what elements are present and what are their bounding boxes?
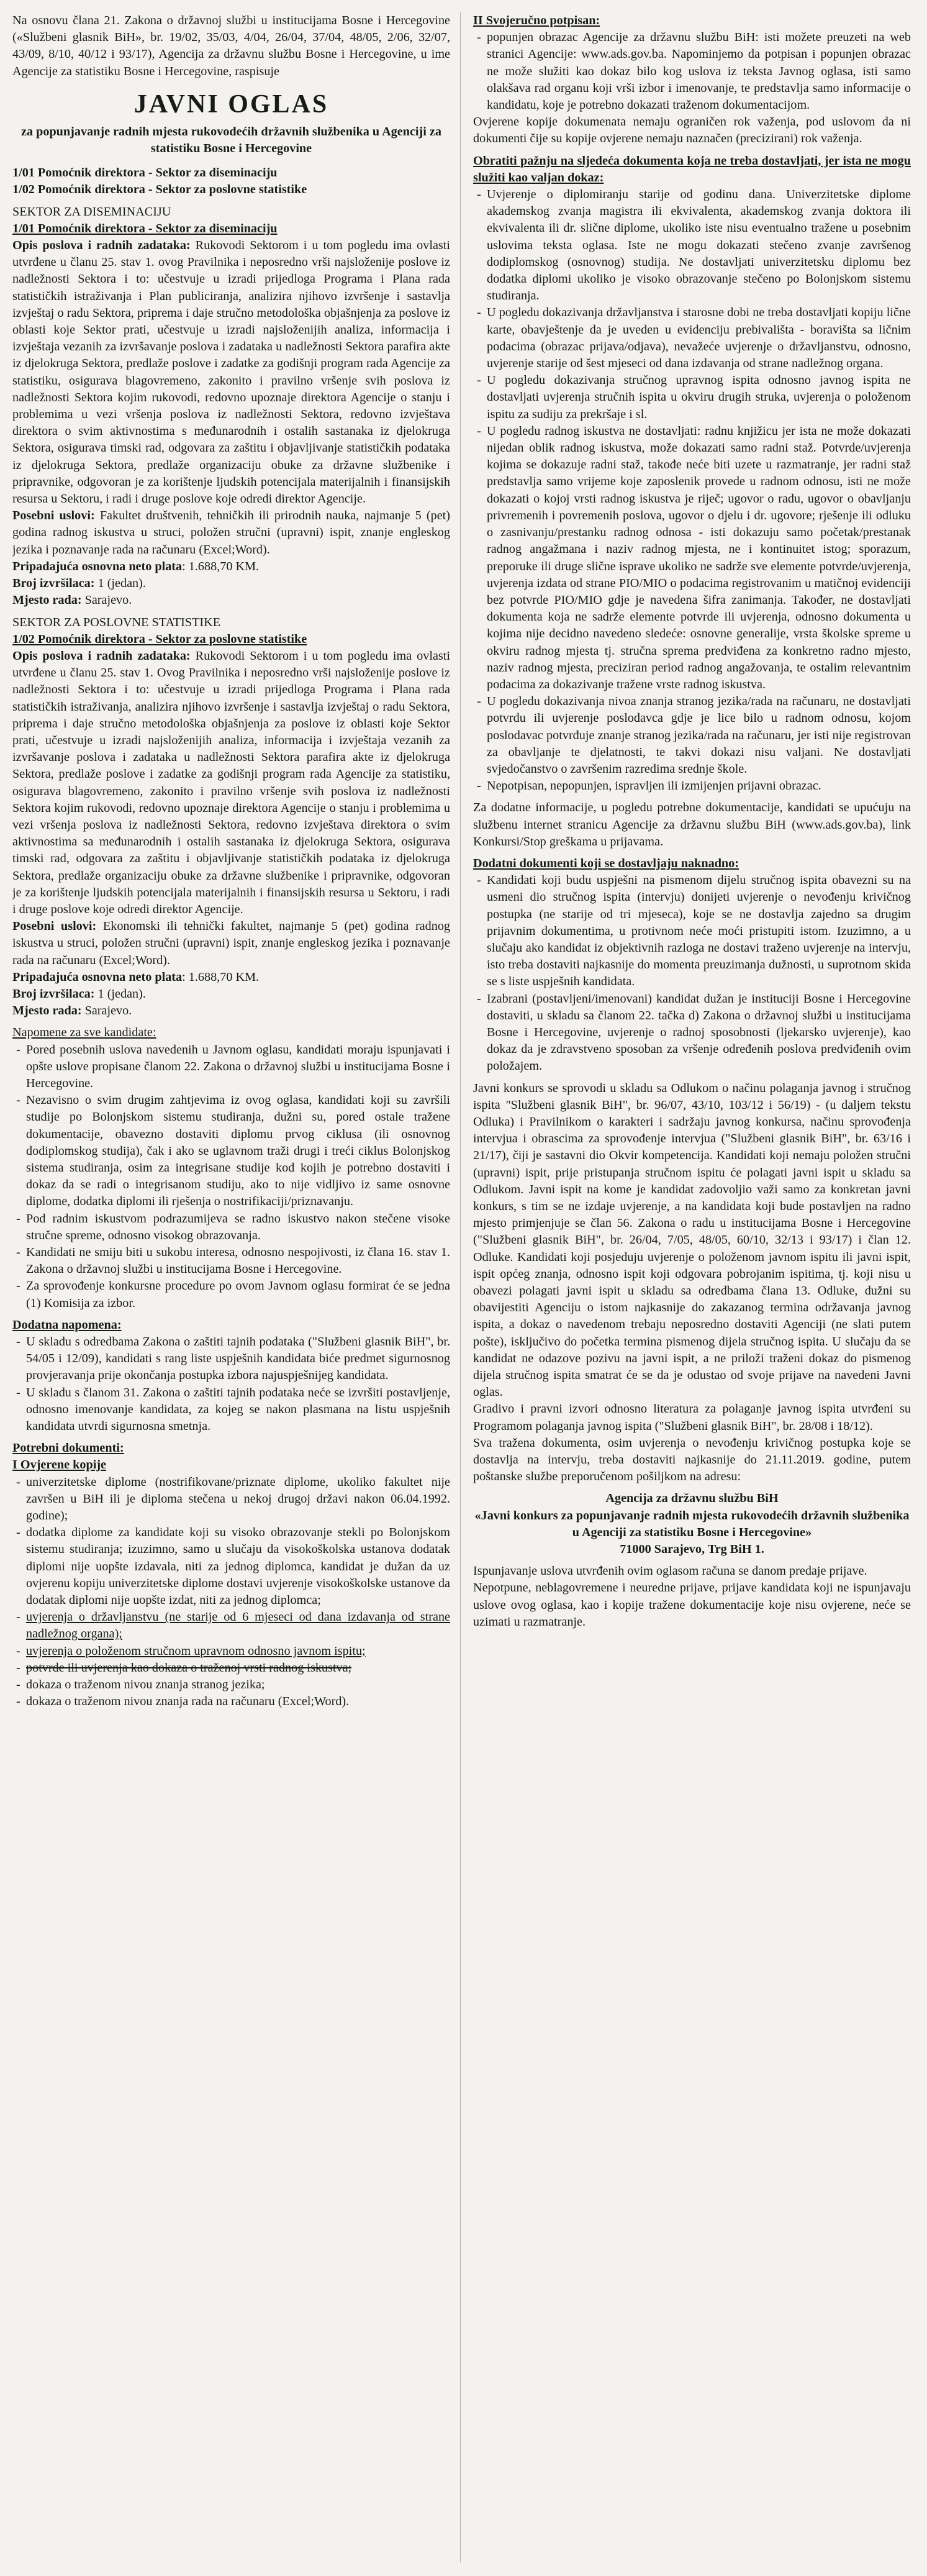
section-title: SEKTOR ZA DISEMINACIJU <box>12 204 171 219</box>
obratiti-paznju-list <box>473 186 911 794</box>
position-2-heading: 1/02 Pomoćnik direktora - Sektor za poslovne statistike <box>12 183 307 197</box>
broj-value: 1 (jedan). <box>97 576 146 591</box>
napomene-block <box>12 1024 450 1311</box>
uslovi-text: Fakultet društvenih, tehničkih ili prirodnih nauka, najmanje 5 (pet) godina radnog iskustva u struci, položen stručni (upravni) ispit, znanje engleskog jezika i poznavanje rada na računaru (Excel;Word). <box>12 509 450 557</box>
javni-konkurs-paragraph: Javni konkurs se sprovodi u skladu sa Odlukom o načinu polaganja javnog i stručnog ispita "Službeni glasnik BiH", br. 96/07, 43/10, 103/12 i 56/19) - (u daljem tekstu Odluka) i Pravilnikom o karakteri i sadržaju javnog konkursa, načinu sprovođenja intervjua i obrascima za sprovođenje intervjua ("Službeni glasnik BiH", br. 63/16 i 21/17), čiji je sastavni dio Okvir kompetencija. Kandidati koji nemaju položen stručni (upravni) ispit, prije pristupanja stručnom ispitu će polagati javni ispit u skladu sa Odlukom. Javni ispit na kome je kandidat zadovoljio važi samo za konkretan javni konkurs, s tim se ne izdaje uvjerenje, a na kandidata koji bude postavljen na radno mjesto primjenjuje se član 56. Zakona o radu u institucijama Bosne i Hercegovine ("Službeni glasnik BiH", br. 26/04, 7/05, 48/05, 60/10, 32/13 i 93/17) i član 12. Odluke. Kandidati koji posjeduju uvjerenje o položenom javnom ispitu ili javni ispit, ispit općeg znanja, odnosno ispit koji odgovara pobrojanim ispitima, tj. koji nisu u obavezi polagati javni ispit u skladu sa odredbama člana 13. Odluke, dužni su obavijestiti Agenciju o istom najkasnije do zakazanog termina održavanja javnog ispita, a dokaz o navedenom trebaju neposredno dostaviti Agenciji (ne slati putem pošte), isključivo do početka termina pismenog dijela stručnog ispita. U slučaju da se kandidat ne odazove pozivu na javni ispit, a ne priloži traženi dokaz do pismenog dijela stručnog ispita smatrat će se da je odustao od svoje prijave na navedeni Javni oglas. <box>473 1081 911 1400</box>
plata <box>12 558 450 575</box>
list-item: - U skladu s članom 31. Zakona o zaštiti tajnih podataka neće se izvršiti postavljenje, odnosno imenovanje kandidata, za kojeg se nakon plasmana na listu uspješnih kandidata utvrdi sigurnosna smetnja. <box>26 1385 450 1436</box>
opis-text: Rukovodi Sektorom i u tom pogledu ima ovlasti utvrđene u članu 25. stav 1. ovog Pravilnika i neposredno vrši najsloženije poslove iz nadležnosti Sektora i to: učestvuje u izradi prijedloga Programa i Plana rada statističkih istraživanja i Plan publiciranja, analizira njihovo izvršenje i sastavlja izvještaj o radu Sektora, priprema i daje stručno metodološka objašnjenja za poslove iz oblasti koje Sektor prati, učestvuje u izradi najsloženijih analiza, informacija i izvještaja vezanih za izvršavanje poslova i zadataka u nadležnosti Sektora parafira akte iz djelokruga Sektora, predlaže poslove i zadatke za godišnji program rada Agencije za statistiku, osigurava blagovremeno, zakonito i pravilno vršenje svih poslova iz nadležnosti Sektora kojim rukovodi, redovno upoznaje direktora Agencije o stanju i problemima u vezi vršenja poslova iz nadležnosti Sektora, redovno izvještava direktora o svim aktivnostima s međunarodnih i ostalih sastanaka iz djelokruga Sektora, osigurava timski rad, odgovara za zaštitu i objavljivanje statističkih podataka iz djelokruga Sektora, predlaže organizaciju obuke za državne službenike i pripravnike, odgovoran je za korištenje ljudskih potencijala materijalnih i finansijskih resursa u Sektoru, i radi i druge poslove koje odredi direktor Agencije. <box>12 239 450 506</box>
broj-izvrsilaca <box>12 986 450 1003</box>
plata-label: Pripadajuća osnovna neto plata <box>12 970 183 984</box>
opis-poslova <box>12 237 450 507</box>
uslovi-label: Posebni uslovi: <box>12 919 97 934</box>
posebni-uslovi <box>12 507 450 558</box>
list-item: - Pored posebnih uslova navedenih u Javnom oglasu, kandidati moraju ispunjavati i opšte uslove propisane članom 22. Zakona o državnoj službi u institucijama Bosne i Hercegovine. <box>26 1042 450 1093</box>
list-item: - Pod radnim iskustvom podrazumijeva se radno iskustvo nakon stečene visoke stručne spreme, odnosno visokog obrazovanja. <box>26 1211 450 1244</box>
mjesto-value: Sarajevo. <box>84 1004 132 1018</box>
dodatna-napomena-block <box>12 1317 450 1435</box>
mjesto-label: Mjesto rada: <box>12 593 82 608</box>
list-item: - U pogledu dokazivanja nivoa znanja stranog jezika/rada na računaru, ne dostavljati potvrdu ili uvjerenje poslodavca gdje je lice bilo u radnom odnosu, kojom poslodavac potvrđuje znanje stranog jezika/rada na računaru, jer isti nije registrovan za obavljanje te djelatnosti, te takvi dokazi nisu valjani. Ne dostavljati svjedočanstvo o završenim razredima srednje škole. <box>487 693 911 778</box>
page-subtitle: za popunjavanje radnih mjesta rukovodećih državnih službenika u Agenciji za statistiku Bosne i Hercegovine <box>21 124 441 156</box>
dodatna-napomena-list <box>12 1334 450 1435</box>
broj-izvrsilaca <box>12 575 450 592</box>
address-line-1: Agencija za državnu službu BiH <box>605 1491 779 1506</box>
napomene-list <box>12 1042 450 1312</box>
list-item: - U pogledu dokazivanja državljanstva i starosne dobi ne treba dostavljati kopiju lične karte, obavještenje da je uveden u evidenciju prebivališta - boravišta sa ličnim podacima (obrazac prijava/odjava), nevažeće uvjerenje o državljanstvu, odnosno, uvjerenje starije od šest mjeseci od dana izdavanja od strane nadležnog organa. <box>487 304 911 372</box>
mjesto-value: Sarajevo. <box>84 593 132 608</box>
list-item: - univerzitetske diplome (nostrifikovane/priznate diplome, ukoliko fakultet nije završen u BiH ili je diploma stečena u nekoj drugoj državi nakon 06.04.1992. godine); <box>26 1474 450 1525</box>
list-item: - Uvjerenje o diplomiranju starije od godinu dana. Univerzitetske diplome akademskog zvanja magistra ili ekvivalenta, akademskog zvanja doktora ili ekvivalenta ili dr. slične diplome, ukoliko iste nisu eventualno tražene u posebnim uslovima teksta oglasa. Iste ne mogu dokazati stečeno zvanje završenog dodiplomskog (osnovnog) studija. Ne dostavljati univerzitetsku diplomu bez dodatka diplomi ukoliko je visoko obrazovanje stečeno po Bolonjskom sistemu studiranja. <box>487 186 911 304</box>
opis-label: Opis poslova i radnih zadataka: <box>12 239 191 253</box>
opis-label: Opis poslova i radnih zadataka: <box>12 649 191 663</box>
svojerucno-list <box>473 29 911 114</box>
section-diseminacija <box>12 204 450 609</box>
list-item: - uvjerenja o državljanstvu (ne starije od 6 mjeseci od dana izdavanja od strane nadležnog organa); <box>26 1609 450 1642</box>
naknadno-title: Dodatni dokumenti koji se dostavljaju naknadno: <box>473 856 739 870</box>
list-item: - popunjen obrazac Agencije za državnu službu BiH: isti možete preuzeti na web stranici Agencije: www.ads.gov.ba. Napominjemo da potpisan i popunjen obrazac ne može služiti kao dokaz bilo kog uslova iz teksta Javnog oglasa, isti samo olakšava rad organu koji vrši izbor i imenovanje, te predstavlja samo informacije o kandidatu, koje je potrebno dokazati traženom dokumentacijom. <box>487 29 911 114</box>
opis-poslova <box>12 648 450 918</box>
section-title: SEKTOR ZA POSLOVNE STATISTIKE <box>12 615 221 629</box>
posebni-uslovi <box>12 918 450 969</box>
uslovi-label: Posebni uslovi: <box>12 509 95 523</box>
address-line-2: «Javni konkurs za popunjavanje radnih mjesta rukovodećih državnih službenika u Agenciji za statistiku Bosne i Hercegovine» <box>474 1508 910 1539</box>
column-divider <box>460 12 461 2562</box>
ovjerene-kopije-list <box>12 1474 450 1711</box>
ovjerene-kopije-title: I Ovjerene kopije <box>12 1458 107 1472</box>
list-item: - Kandidati ne smiju biti u sukobu interesa, odnosno nespojivosti, iz člana 16. stav 1. Zakona o državnoj službi u institucijama Bosne i Hercegovine. <box>26 1244 450 1278</box>
rok-paragraph: Sva tražena dokumenta, osim uvjerenja o nevođenju krivičnog postupka koje se dostavlja na intervju, treba dostaviti najkasnije do 21.11.2019. godine, putem poštanske službe preporučenom pošiljkom na adresu: <box>473 1436 911 1484</box>
mjesto-label: Mjesto rada: <box>12 1004 82 1018</box>
naknadno-list <box>473 872 911 1075</box>
left-column <box>12 12 450 2562</box>
mjesto-rada <box>12 1003 450 1019</box>
page-title: JAVNI OGLAS <box>133 89 329 119</box>
list-item: - dokaza o traženom nivou znanja rada na računaru (Excel;Word). <box>26 1693 450 1710</box>
broj-label: Broj izvršilaca: <box>12 986 95 1001</box>
ispunjavanje-paragraph: Ispunjavanje uslova utvrđenih ovim oglasom računa se danom predaje prijave. <box>473 1564 867 1578</box>
list-item: - Kandidati koji budu uspješni na pismenom dijelu stručnog ispita obavezni su na usmeni dio stručnog ispita (intervju) donijeti uvjerenje o nevođenju krivičnog postupka (ne starije od tri mjeseca), koje se ne dostavlja zajedno sa drugim prijavnim dokumentima, u protivnom neće moći pristupiti istom. Izuzimno, a u slučaju ako kandidat iz objektivnih razloga ne dostavi traženo uvjerenje na intervju, isto treba dostaviti najkasnije do momenta preuzimanja dužnosti, u suprotnom skida se s liste uspješnih kandidata. <box>487 872 911 990</box>
list-item: - uvjerenja o položenom stručnom upravnom odnosno javnom ispitu; <box>26 1643 450 1660</box>
napomene-title: Napomene za sve kandidate: <box>12 1026 156 1040</box>
section-position: 1/01 Pomoćnik direktora - Sektor za diseminaciju <box>12 221 278 235</box>
right-column <box>473 12 911 2562</box>
list-item: - Za sprovođenje konkursne procedure po ovom Javnom oglasu formirat će se jedna (1) Komisija za izbor. <box>26 1278 450 1311</box>
svojerucno-title: II Svojeručno potpisan: <box>473 14 600 27</box>
broj-value: 1 (jedan). <box>97 986 146 1001</box>
list-item: - U pogledu dokazivanja stručnog upravnog ispita odnosno javnog ispita ne dostavljati uvjerenja stručnih ispita u okviru drugih struka, uvjerenja o položenom ispitu za sudiju za prekršaje i sl. <box>487 372 911 423</box>
positions-list <box>12 165 450 198</box>
list-item: - dokaza o traženom nivou znanja stranog jezika; <box>26 1677 450 1693</box>
list-item: - dodatka diplome za kandidate koji su visoko obrazovanje stekli po Bolonjskom sistemu studiranja; izuzimno, samo u slučaju da visokoškolska ustanova dodatak diplomi nije uopšte izdavala, niti za jednog diplomca, kandidat je dužan da uz ovjerenu kopiju univerzitetske diplome dostavi uvjerenje visokoškolske ustanove da dodatak diplomi nije uopšte izdat, niti za jednog diplomca; <box>26 1524 450 1609</box>
potrebni-dokumenti-block <box>12 1440 450 1710</box>
ovjerene-note: Ovjerene kopije dokumenata nemaju ograničen rok važenja, pod uslovom da ni dokumenti čije su kopije ovjerene nemaju naznačen (precizirani) rok važenja. <box>473 115 911 146</box>
broj-label: Broj izvršilaca: <box>12 576 95 591</box>
address-block <box>473 1490 911 1558</box>
address-line-3: 71000 Sarajevo, Trg BiH 1. <box>620 1542 764 1557</box>
nepotpune-paragraph: Nepotpune, neblagovremene i neuredne prijave, prijave kandidata koji ne ispunjavaju uslove ovog oglasa, kao i kopije tražene dokumentacije koje nisu ovjerene, neće se uzimati u razmatranje. <box>473 1581 911 1629</box>
intro-paragraph: Na osnovu člana 21. Zakona o državnoj službi u institucijama Bosne i Hercegovine («Službeni glasnik BiH», br. 19/02, 35/03, 4/04, 26/04, 37/04, 48/05, 2/06, 32/07, 43/09, 8/10, 40/12 i 93/17), Agencija za državnu službu Bosne i Hercegovine, u ime Agencije za statistiku Bosne i Hercegovine, raspisuje <box>12 14 450 78</box>
mjesto-rada <box>12 592 450 609</box>
list-item: - U pogledu radnog iskustva ne dostavljati: radnu knjižicu jer ista ne može dokazati nijedan oblik radnog iskustva, može dokazati samo radni staž. Potvrde/uvjerenja kojima se dokazuje radni staž, takođe neće biti uzete u razmatranje, jer radni staž predstavlja samo vrijeme koje zaposlenik provede u radnom odnosu, isti ne može dokazati o kojoj vrsti radnog iskustva je riječ; ugovor o radu, ugovor o obavljanju privremenih i povremenih poslova, ugovor o djelu i dr. ugovore; rješenje ili odluku o zasnivanju/prestanku radnog odnosa - isti dokazuju samo početak/prestanak radnog angažmana i naziv radnog mjesta, ne i kontinuitet istog; sporazum, preporuke ili druge slične isprave ukoliko ne sadrže sve elemente potvrde/uvjerenja, uvjerenja izdata od strane PIO/MIO o podacima registrovanim u matičnoj evidenciji bez potvrde PIO/MIO gdje je navedena šifra zanimanja. Također, ne dostavljati dokumenta koja ne sadrže elemente potvrde ili uvjerenja, odnosno dokumenta u kojima nije decidno navedeno sledeće: osnovne generalije, vrsta školske spreme u okviru radnog mjesta tj. stručna sprema predviđena za konkretno radno mjesto, naziv radnog mjesta, preciziran period radnog angažovanja, te ostalim relevantnim podacima za dokazivanje tražene vrste radnog iskustva. <box>487 423 911 693</box>
plata-value: : 1.688,70 KM. <box>182 559 260 573</box>
section-position: 1/02 Pomoćnik direktora - Sektor za poslovne statistike <box>12 632 307 646</box>
list-item: - Nepotpisan, nepopunjen, ispravljen ili izmijenjen prijavni obrazac. <box>487 778 911 794</box>
obratiti-paznju-title: Obratiti pažnju na sljedeća dokumenta koja ne treba dostavljati, jer ista ne mogu služiti kao valjan dokaz: <box>473 153 911 184</box>
list-item: - U skladu s odredbama Zakona o zaštiti tajnih podataka ("Službeni glasnik BiH", br. 54/05 i 12/09), kandidati s rang liste uspješnih kandidata biće predmet sigurnosnog provjeravanja prije okončanja postupka izbora najuspješnijeg kandidata. <box>26 1334 450 1385</box>
naknadno-block <box>473 855 911 1075</box>
list-item: - Izabrani (postavljeni/imenovani) kandidat dužan je instituciji Bosne i Hercegovine dostaviti, u skladu sa članom 22. tačka d) Zakona o državnoj službi u institucijama Bosne i Hercegovine, uvjerenje o radnoj sposobnosti (ljekarsko uvjerenje), kao dokaz da je zdravstveno sposoban za vršenje određenih poslova predviđenih ovim položajem. <box>487 991 911 1075</box>
position-1-heading: 1/01 Pomoćnik direktora - Sektor za diseminaciju <box>12 166 278 180</box>
section-poslovne-statistike <box>12 614 450 1020</box>
potrebni-dokumenti-title: Potrebni dokumenti: <box>12 1441 124 1455</box>
uslovi-text: Ekonomski ili tehnički fakultet, najmanje 5 (pet) godina radnog iskustva u struci, položen stručni (upravni) ispit, znanje engleskog jezika i poznavanje rada na računaru (Excel;Word). <box>12 919 450 967</box>
opis-text: Rukovodi Sektorom i u tom pogledu ima ovlasti utvrđene u članu 25. stav 1. Ovog Pravilnika i neposredno vrši najsloženije poslove iz nadležnosti Sektora i to: učestvuje u izradi prijedloga Programa i Plana rada statističkih istraživanja, analizira njihovo izvršenje i sastavlja izvještaj o radu Sektora, priprema i daje stručno metodološka objašnjenja za poslove iz oblasti koje Sektor prati, učestvuje u izradi najsloženijih analiza, informacija i izvještaja vezanih za izvršavanje poslova i zadataka u nadležnosti Sektora parafira akte iz djelokruga Sektora, predlaže poslove i zadatke za godišnji program rada Agencije za statistiku, osigurava blagovremeno, zakonito i pravilno vršenje svih poslova iz nadležnosti Sektora kojim rukovodi, redovno upoznaje direktora Agencije o stanju i problemima u vezi vršenja poslova iz nadležnosti Sektora, redovno izvještava direktora o svim aktivnostima sa međunarodnih i ostalih sastanaka iz djelokruga Sektora, osigurava timski rad, odgovara za zaštitu i objavljivanje statističkih podataka iz djelokruga Sektora, predlaže organizaciju obuke za državne službenike i pripravnike, odgovoran je za korištenje ljudskih potencijala materijalnih i finansijskih resursa u Sektoru, i radi i druge poslove koje odredi direktor Agencije. <box>12 649 450 916</box>
list-item: - potvrde ili uvjerenja kao dokaza o traženoj vrsti radnog iskustva; <box>26 1660 450 1677</box>
plata <box>12 969 450 986</box>
obratiti-paznju-block <box>473 153 911 795</box>
list-item: - Nezavisno o svim drugim zahtjevima iz ovog oglasa, kandidati koji su završili studije po Bolonjskom sistemu studiranja, dužni su, pored ostale tražene dokumentacije, obavezno dostaviti diplomu prvog ciklusa (ili osnovnog dodiplomskog studija), čak i ako se uglavnom traži drugi i treći ciklus Bolonjskog sistema studiranja, osim za integrisane studije kod kojih je potrebno dostaviti i dokaz da se radi o integrisanom studiju, ako to nije vidljivo iz same osnovne diplome, dodatka diplomi ili rješenja o nostrifikaciji/priznavanju. <box>26 1092 450 1210</box>
plata-value: : 1.688,70 KM. <box>182 970 260 984</box>
gradivo-paragraph: Gradivo i pravni izvori odnosno literatura za polaganje javnog ispita utvrđeni su Programom polaganja javnog ispita ("Službeni glasnik BiH", br. 28/08 i 18/12). <box>473 1402 911 1433</box>
plata-label: Pripadajuća osnovna neto plata <box>12 559 183 573</box>
dodatne-informacije: Za dodatne informacije, u pogledu potrebne dokumentacije, kandidati se upućuju na službenu internet stranicu Agencije za državnu službu BiH (www.ads.gov.ba), link Konkursi/Stop greškama u prijavama. <box>473 801 911 849</box>
dodatna-napomena-title: Dodatna napomena: <box>12 1318 122 1332</box>
